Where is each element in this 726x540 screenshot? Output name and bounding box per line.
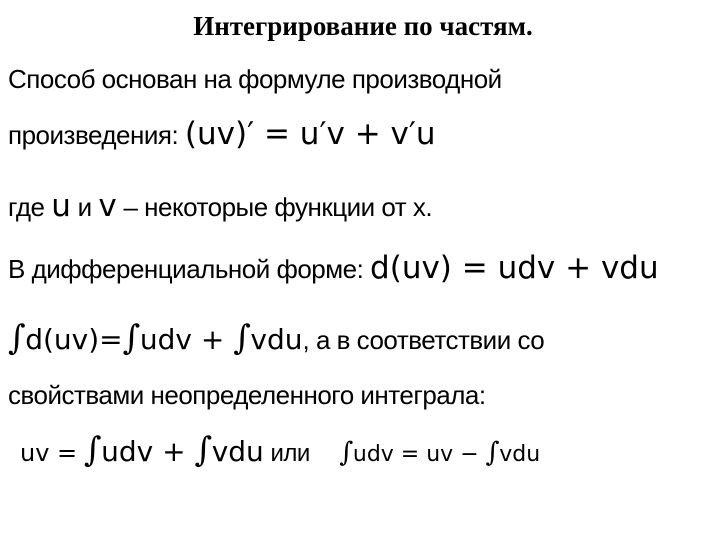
text-line-2	[8, 116, 436, 152]
integral-sign: ∫	[194, 430, 212, 470]
line3-text-b: и	[77, 192, 92, 222]
integral-term: vdu	[211, 435, 264, 468]
integral-sign: ∫	[233, 318, 251, 358]
text-line-3	[8, 188, 432, 224]
integral-term: vdu	[499, 442, 541, 467]
differential-form-formula: d(uv) = udv + vdu	[370, 250, 659, 286]
integral-sign: ∫	[339, 437, 353, 468]
text-line-7	[20, 430, 540, 470]
line4-text: В дифференциальной форме:	[8, 254, 364, 284]
var-u: u	[51, 188, 71, 224]
text-line-6: свойствами неопределенного интеграла:	[8, 380, 486, 410]
text-line-5	[8, 318, 544, 358]
slide-title: Интегрирование по частям.	[193, 11, 533, 41]
line2-text: произведения:	[8, 120, 179, 150]
uv-lhs: uv =	[20, 439, 78, 467]
integral-term: udv +	[139, 323, 234, 356]
text-line-4	[8, 250, 659, 286]
text-line-1: Способ основан на формуле производной	[8, 64, 502, 94]
line5-text: , а в соответствии со	[302, 325, 545, 355]
line3-text-c: – некоторые функции от х.	[123, 192, 433, 222]
integral-term: udv = uv −	[352, 442, 486, 467]
product-derivative-formula: (uv)′ = u′v + v′u	[184, 116, 436, 152]
integral-term: udv +	[101, 435, 195, 468]
line3-text-a: где	[8, 192, 45, 222]
integral-sign: ∫	[83, 430, 102, 470]
var-v: v	[98, 188, 117, 224]
integral-sign: ∫	[485, 437, 500, 468]
or-word: или	[270, 440, 310, 467]
integral-sign: ∫	[122, 318, 140, 358]
integral-term: d(uv)=	[25, 323, 123, 356]
integral-sign: ∫	[8, 318, 26, 358]
integral-term: vdu	[250, 323, 303, 356]
